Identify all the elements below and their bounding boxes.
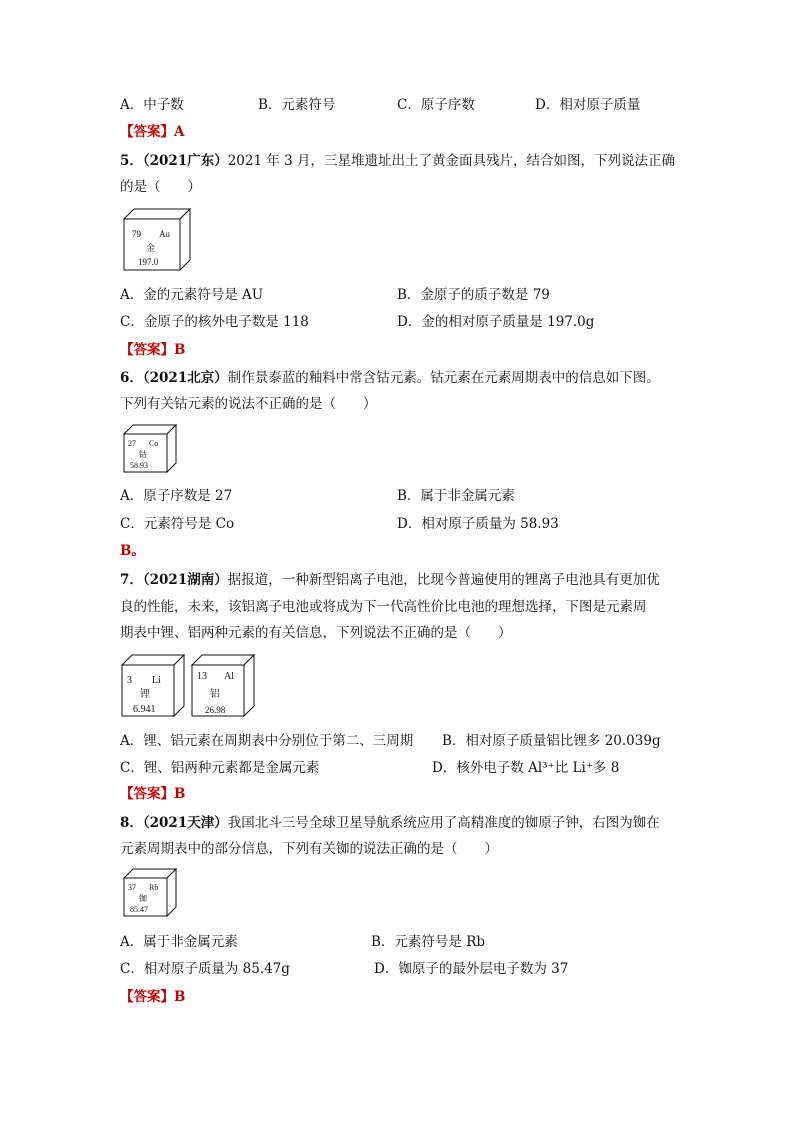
q8-option-b: B．元素符号是 Rb bbox=[371, 934, 486, 950]
q6-element-mass: 58.93 bbox=[130, 461, 148, 470]
q7-element-box-al bbox=[192, 655, 258, 720]
q7-stem-text1: 据报道，一种新型铝离子电池，比现今普遍使用的锂离子电池具有更加优 bbox=[227, 572, 660, 588]
q5-number: 5．（2021广东） bbox=[120, 153, 228, 169]
q6-option-b: B．属于非金属元素 bbox=[397, 488, 515, 504]
q5-element-cell-gold bbox=[124, 209, 194, 274]
q8-element-symbol: Rb bbox=[149, 883, 159, 892]
q5-answer: 【答案】B bbox=[120, 342, 186, 358]
q4-option-b: B．元素符号 bbox=[258, 97, 336, 113]
q7-element-cell-lithium bbox=[122, 655, 188, 720]
q7-option-b: B．相对原子质量铝比锂多 20.039g bbox=[442, 733, 661, 749]
q6-element-number: 27 bbox=[128, 439, 136, 448]
q7-al-symbol: Al bbox=[224, 671, 234, 682]
q6-stem-line2: 下列有关钴元素的说法不正确的是（ ） bbox=[120, 396, 377, 412]
q5-option-c: C．金原子的核外电子数是 118 bbox=[120, 314, 309, 330]
q6-option-a: A．原子序数是 27 bbox=[120, 488, 233, 504]
q5-option-d: D．金的相对原子质量是 197.0g bbox=[397, 314, 595, 330]
q7-stem-line1 bbox=[120, 570, 660, 590]
q5-option-b: B．金原子的质子数是 79 bbox=[397, 287, 550, 303]
q5-element-number: 79 bbox=[132, 229, 141, 239]
q7-stem-line3: 期表中锂、铝两种元素的有关信息，下列说法不正确的是（ ） bbox=[120, 625, 512, 641]
q5-element-name: 金 bbox=[146, 243, 156, 253]
q7-li-number: 3 bbox=[127, 675, 132, 686]
q6-element-cell-cobalt bbox=[124, 425, 180, 477]
q4-option-c: C．原子序数 bbox=[397, 97, 475, 113]
q6-stem-line1 bbox=[120, 368, 660, 388]
q8-element-number: 37 bbox=[128, 883, 136, 892]
q7-li-mass: 6.941 bbox=[133, 704, 156, 715]
q7-stem-line2: 良的性能，未来，该铝离子电池或将成为下一代高性价比电池的理想选择，下图是元素周 bbox=[120, 599, 647, 615]
q7-option-c: C．锂、铝两种元素都是金属元素 bbox=[120, 760, 320, 776]
q7-number: 7．（2021湖南） bbox=[120, 572, 228, 588]
q7-al-name: 铝 bbox=[210, 689, 220, 700]
q6-element-box bbox=[124, 425, 180, 477]
q6-option-d: D．相对原子质量为 58.93 bbox=[397, 516, 559, 532]
q6-answer: B。 bbox=[120, 543, 145, 559]
q8-stem-text1: 我国北斗三号全球卫星导航系统应用了高精准度的铷原子钟，右图为铷在 bbox=[227, 815, 660, 831]
q8-stem-line1 bbox=[120, 813, 660, 833]
q8-option-c: C．相对原子质量为 85.47g bbox=[120, 961, 290, 977]
q7-option-d: D．核外电子数 Al³⁺比 Li⁺多 8 bbox=[432, 760, 620, 776]
q5-element-box bbox=[124, 209, 194, 274]
q5-option-a: A．金的元素符号是 AU bbox=[120, 287, 264, 303]
q5-element-symbol: Au bbox=[159, 229, 170, 239]
q6-stem-text1: 制作景泰蓝的釉料中常含钴元素。钴元素在元素周期表中的信息如下图。 bbox=[227, 370, 660, 386]
q7-al-number: 13 bbox=[197, 671, 207, 682]
q8-answer: 【答案】B bbox=[120, 989, 186, 1005]
q7-element-box-li bbox=[122, 655, 188, 720]
q8-element-box bbox=[124, 869, 180, 921]
q6-option-c: C．元素符号是 Co bbox=[120, 516, 235, 532]
q5-stem-text1: 2021 年 3 月，三星堆遗址出土了黄金面具残片，结合如图，下列说法正确 bbox=[227, 153, 676, 169]
q8-element-cell-rubidium bbox=[124, 869, 180, 921]
q5-stem-line1 bbox=[120, 151, 675, 171]
q5-element-mass: 197.0 bbox=[138, 257, 159, 267]
q7-li-name: 锂 bbox=[140, 689, 150, 700]
q8-number: 8．（2021天津） bbox=[120, 815, 228, 831]
q4-answer: 【答案】A bbox=[120, 124, 185, 140]
q6-element-symbol: Co bbox=[149, 439, 159, 448]
q8-option-a: A．属于非金属元素 bbox=[120, 934, 238, 950]
q8-element-name: 铷 bbox=[139, 894, 147, 903]
q7-element-cell-aluminum bbox=[192, 655, 258, 720]
q6-number: 6．（2021北京） bbox=[120, 370, 228, 386]
q7-answer: 【答案】B bbox=[120, 786, 186, 802]
q7-li-symbol: Li bbox=[152, 675, 161, 686]
q5-stem-line2: 的是（ ） bbox=[120, 179, 201, 195]
q7-al-mass: 26.98 bbox=[205, 705, 226, 715]
q8-option-d: D．铷原子的最外层电子数为 37 bbox=[374, 961, 569, 977]
q8-stem-line2: 元素周期表中的部分信息，下列有关铷的说法正确的是（ ） bbox=[120, 841, 498, 857]
q4-option-d: D．相对原子质量 bbox=[535, 97, 641, 113]
q8-element-mass: 85.47 bbox=[130, 905, 148, 914]
q7-option-a: A．锂、铝元素在周期表中分别位于第二、三周期 bbox=[120, 733, 414, 749]
q4-option-a: A．中子数 bbox=[120, 97, 184, 113]
q6-element-name: 钴 bbox=[139, 450, 147, 459]
